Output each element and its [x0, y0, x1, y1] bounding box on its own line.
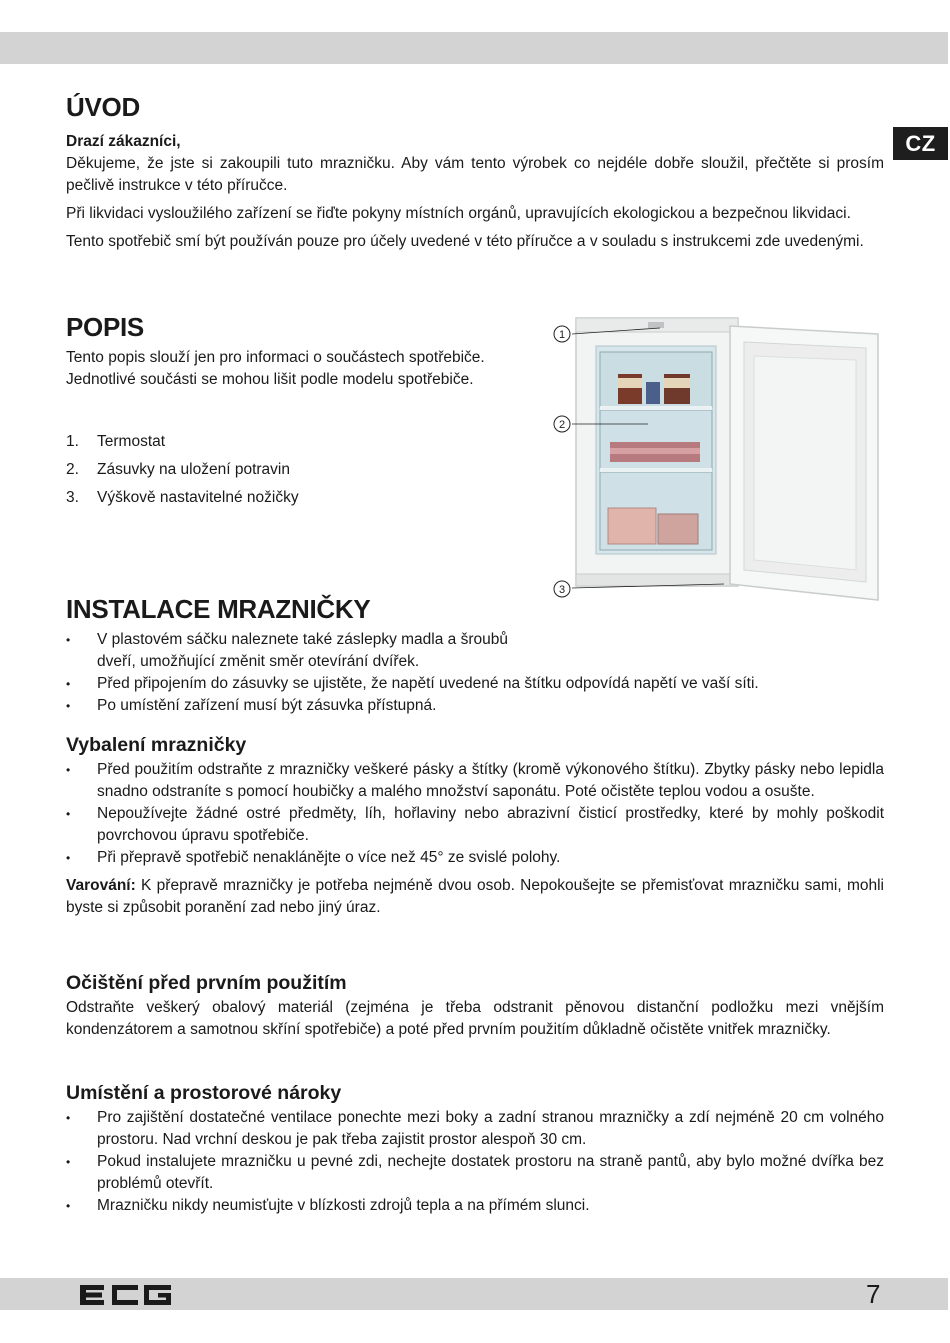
warning-label: Varování:	[66, 877, 136, 894]
cleaning-heading: Očištění před prvním použitím	[66, 972, 347, 994]
description-heading: POPIS	[66, 312, 144, 342]
unpacking-heading: Vybalení mrazničky	[66, 734, 247, 756]
intro-paragraph-1: Děkujeme, že jste si zakoupili tuto mrazničku. Aby vám tento výrobek co nejdéle dobře sloužil, přečtěte si prosím pečlivě instrukce v této příručce.	[66, 155, 884, 194]
list-item: • Nepoužívejte žádné ostré předměty, líh, hořlaviny nebo abrazivní čisticí prostředky, které by mohly poškodit povrchovou úpravu spotřebiče.	[66, 803, 884, 847]
list-item: • Pro zajištění dostatečné ventilace ponechte mezi boky a zadní stranou mrazničky a zdí nejméně 20 cm volného prostoru. Nad vrchní deskou je pak třeba zajistit prostor alespoň 30 cm.	[66, 1107, 884, 1151]
list-item: • Před připojením do zásuvky se ujistěte, že napětí uvedené na štítku odpovídá napětí ve vaší síti.	[66, 673, 884, 695]
page-number: 7	[866, 1279, 881, 1309]
list-item: • Při přepravě spotřebič nenaklánějte o více než 45° ze svislé polohy.	[66, 847, 884, 869]
intro-paragraph-2: Při likvidaci vysloužilého zařízení se řiďte pokyny místních orgánů, upravujících ekologickou a bezpečnou likvidaci.	[66, 205, 851, 222]
list-item: • Pokud instalujete mrazničku u pevné zdi, nechejte dostatek prostoru na straně pantů, aby bylo možné dvířka bez problémů otevřít.	[66, 1151, 884, 1195]
list-item: • Před použitím odstraňte z mrazničky veškeré pásky a štítky (kromě výkonového štítku). Zbytky pásky nebo lepidla snadno odstraníte s pomocí houbičky a malého množství saponátu. Poté očistěte teplou vodou a osušte.	[66, 759, 884, 803]
description-line-1: Tento popis slouží jen pro informaci o součástech spotřebiče.	[66, 349, 485, 366]
header-bar	[0, 32, 948, 64]
placement-heading: Umístění a prostorové nároky	[66, 1082, 342, 1104]
callout-1: 1	[558, 329, 566, 341]
callout-2: 2	[558, 419, 566, 431]
installation-section	[66, 594, 884, 717]
intro-heading: ÚVOD	[66, 92, 140, 122]
list-item: • Mrazničku nikdy neumisťujte v blízkosti zdrojů tepla a na přímém slunci.	[66, 1195, 884, 1217]
intro-section	[66, 92, 884, 253]
unpacking-list	[66, 759, 884, 869]
callout-3: 3	[558, 584, 566, 596]
parts-list-item: 3. Výškově nastavitelné nožičky	[66, 489, 299, 506]
parts-list	[66, 428, 536, 512]
cleaning-paragraph: Odstraňte veškerý obalový materiál (zejména je třeba odstranit pěnovou distanční podložku mezi vnějším kondenzátorem a samotnou skříní spotřebiče) a poté před prvním použitím důkladně očistěte vnitřek mrazničky.	[66, 999, 884, 1038]
cleaning-section	[66, 972, 884, 1041]
unpacking-section	[66, 734, 884, 919]
greeting: Drazí zákazníci,	[66, 133, 181, 150]
warning-text: K přepravě mrazničky je potřeba nejméně dvou osob. Nepokoušejte se přemisťovat mrazničku sami, mohli byste si způsobit poranění zad nebo jiný úraz.	[66, 877, 884, 916]
description-line-2: Jednotlivé součásti se mohou lišit podle modelu spotřebiče.	[66, 371, 474, 388]
parts-list-item: 1. Termostat	[66, 433, 166, 450]
language-tab: CZ	[893, 127, 948, 160]
description-section	[66, 312, 556, 391]
list-item: • V plastovém sáčku naleznete také záslepky madla a šroubů dveří, umožňující změnit směr otevírání dvířek.	[66, 629, 884, 673]
parts-list-item: 2. Zásuvky na uložení potravin	[66, 461, 290, 478]
warning-paragraph	[66, 875, 884, 919]
installation-list	[66, 629, 884, 717]
placement-list	[66, 1107, 884, 1217]
ecg-logo	[78, 1283, 174, 1307]
placement-section	[66, 1082, 884, 1217]
freezer-illustration	[548, 312, 884, 604]
installation-heading: INSTALACE MRAZNIČKY	[66, 594, 371, 624]
intro-paragraph-3: Tento spotřebič smí být používán pouze pro účely uvedené v této příručce a v souladu s instrukcemi zde uvedenými.	[66, 233, 864, 250]
list-item: • Po umístění zařízení musí být zásuvka přístupná.	[66, 695, 884, 717]
